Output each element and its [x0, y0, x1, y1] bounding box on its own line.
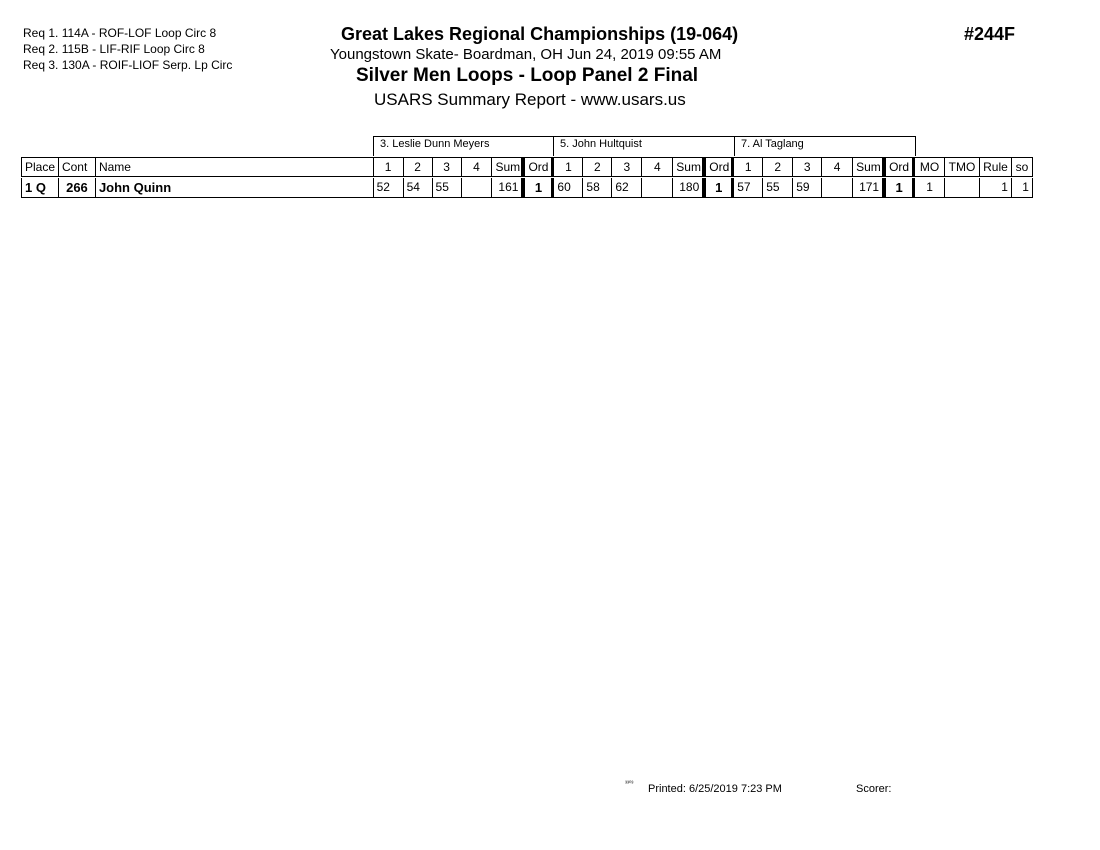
row-tmo — [945, 178, 980, 197]
col-j2-1: 1 — [554, 158, 583, 176]
printed-timestamp: Printed: 6/25/2019 7:23 PM — [648, 783, 782, 795]
col-j3-1: 1 — [734, 158, 763, 176]
judge-header-1: 3. Leslie Dunn Meyers — [373, 136, 554, 156]
col-j3-sum: Sum — [853, 158, 883, 176]
col-j1-4: 4 — [462, 158, 493, 176]
requirement-2: Req 2. 115B - LIF-RIF Loop Circ 8 — [23, 42, 205, 56]
col-j3-ord: Ord — [883, 158, 915, 176]
row-j1-2: 54 — [404, 178, 433, 197]
col-j2-2: 2 — [583, 158, 612, 176]
row-j1-ord: 1 — [522, 178, 554, 197]
col-j1-sum: Sum — [492, 158, 522, 176]
venue-line: Youngstown Skate- Boardman, OH Jun 24, 2019 09:55 AM — [330, 46, 722, 63]
col-j2-ord: Ord — [703, 158, 734, 176]
row-j1-1: 52 — [374, 178, 404, 197]
event-title: Great Lakes Regional Championships (19-064) — [341, 24, 739, 44]
row-place: 1 Q — [22, 178, 59, 197]
row-j2-sum: 180 — [673, 178, 703, 197]
row-j1-3: 55 — [433, 178, 462, 197]
judge-header-3: 7. Al Taglang — [734, 136, 916, 156]
event-code: #244F — [964, 24, 1016, 44]
col-j2-sum: Sum — [673, 158, 703, 176]
scorer-label: Scorer: — [856, 783, 892, 795]
col-j3-3: 3 — [793, 158, 822, 176]
division-title: Silver Men Loops - Loop Panel 2 Final — [356, 65, 699, 86]
row-name: John Quinn — [96, 178, 374, 197]
row-j1-sum: 161 — [492, 178, 522, 197]
col-name: Name — [96, 158, 374, 176]
row-j2-ord: 1 — [703, 178, 734, 197]
col-so: so — [1012, 158, 1033, 176]
row-j3-3: 59 — [793, 178, 822, 197]
row-j3-sum: 171 — [853, 178, 883, 197]
row-j2-3: 62 — [612, 178, 642, 197]
col-j2-3: 3 — [612, 158, 642, 176]
row-j2-1: 60 — [554, 178, 583, 197]
requirements-list — [23, 25, 232, 73]
row-cont: 266 — [59, 178, 96, 197]
footer-mark: ³³⁰³ — [625, 781, 634, 787]
row-j2-2: 58 — [583, 178, 612, 197]
row-so: 1 — [1012, 178, 1033, 197]
row-j3-4 — [822, 178, 853, 197]
row-rule: 1 — [980, 178, 1012, 197]
col-j1-ord: Ord — [522, 158, 554, 176]
col-mo: MO — [915, 158, 945, 176]
table-row — [21, 178, 1033, 198]
row-mo: 1 — [915, 178, 945, 197]
col-j1-2: 2 — [404, 158, 433, 176]
table-header-row — [21, 157, 1033, 177]
report-title: USARS Summary Report - www.usars.us — [374, 90, 686, 109]
col-tmo: TMO — [945, 158, 980, 176]
col-place: Place — [22, 158, 59, 176]
col-j1-1: 1 — [374, 158, 404, 176]
judge-header-2: 5. John Hultquist — [553, 136, 735, 156]
row-j3-1: 57 — [734, 178, 763, 197]
col-j2-4: 4 — [642, 158, 673, 176]
col-j3-2: 2 — [763, 158, 793, 176]
row-j1-4 — [462, 178, 493, 197]
col-rule: Rule — [980, 158, 1012, 176]
col-j3-4: 4 — [822, 158, 853, 176]
row-j2-4 — [642, 178, 673, 197]
row-j3-ord: 1 — [883, 178, 915, 197]
row-j3-2: 55 — [763, 178, 793, 197]
requirement-1: Req 1. 114A - ROF-LOF Loop Circ 8 — [23, 26, 217, 40]
col-j1-3: 3 — [433, 158, 462, 176]
col-cont: Cont — [59, 158, 96, 176]
requirement-3: Req 3. 130A - ROIF-LIOF Serp. Lp Circ — [23, 58, 233, 72]
